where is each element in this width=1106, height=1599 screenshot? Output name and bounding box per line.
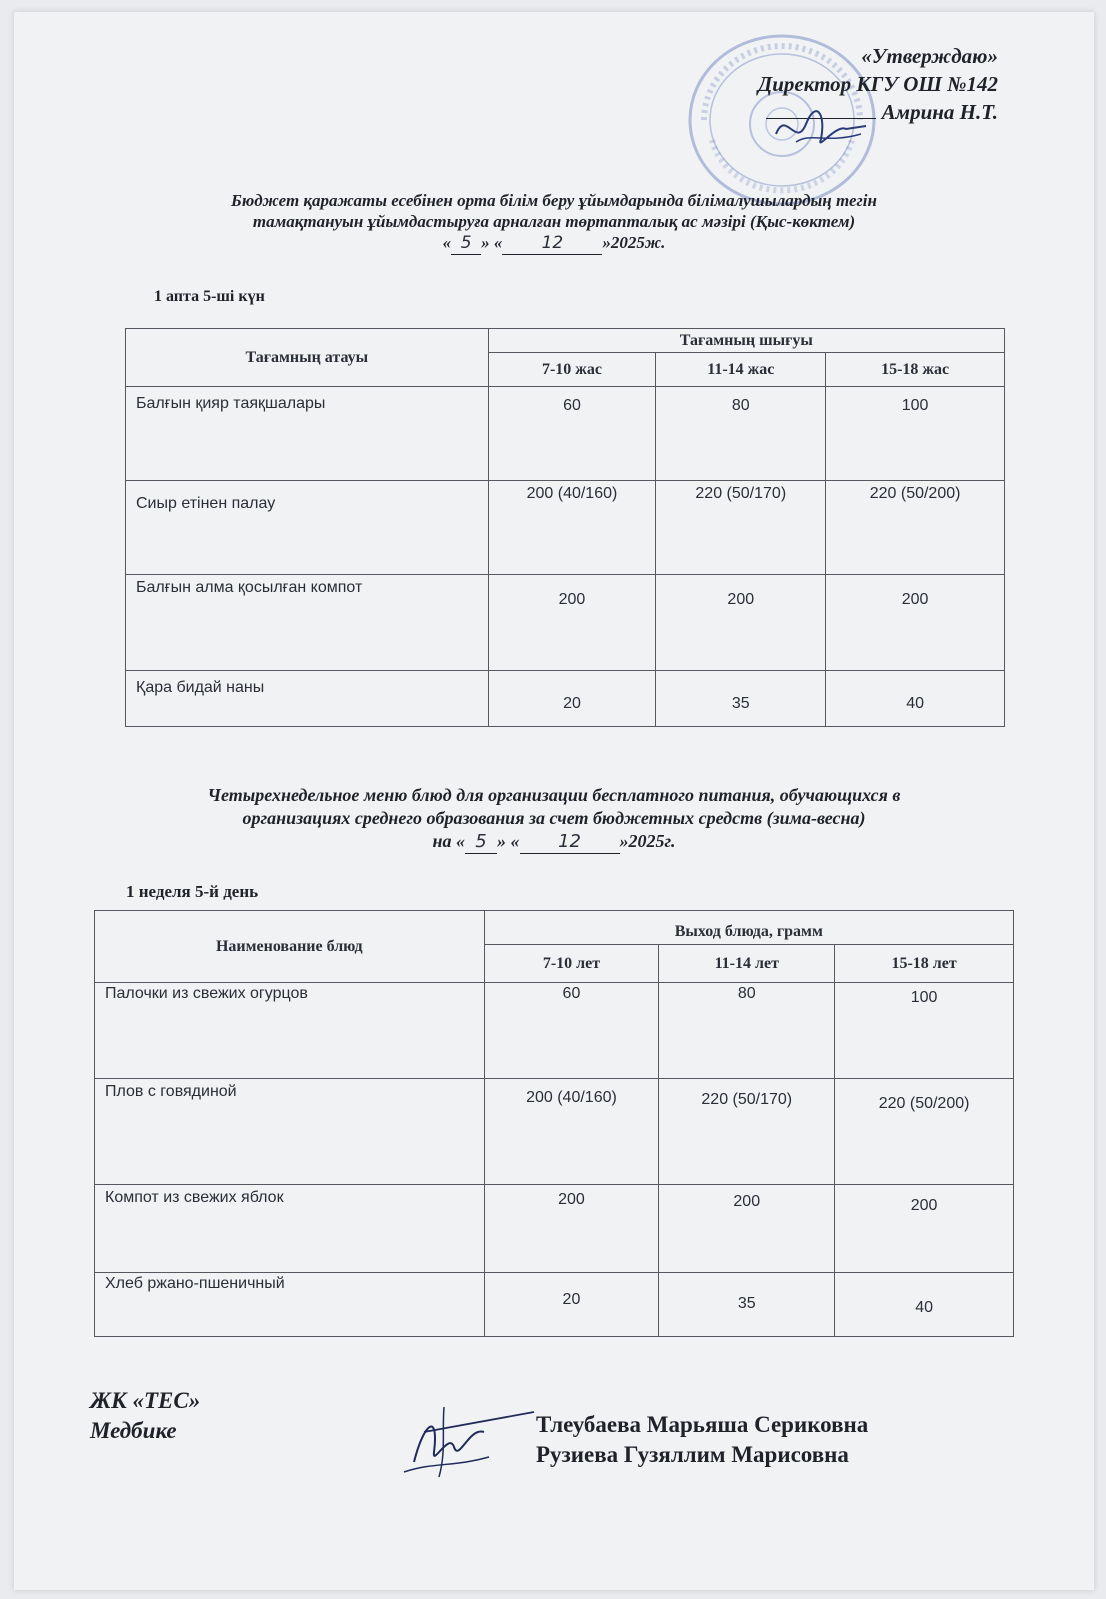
dish-value: 200 — [488, 575, 656, 671]
kk-day-label: 1 апта 5-ші күн — [154, 288, 265, 305]
dish-name: Қара бидай наны — [126, 671, 489, 727]
ru-title — [14, 784, 1094, 854]
dish-value: 220 (50/170) — [659, 1079, 835, 1185]
ru-date: на « 5 » « 12 »2025г. — [432, 831, 676, 852]
ru-date-prefix: на « — [432, 831, 466, 851]
ru-header-yield: Выход блюда, грамм — [484, 911, 1013, 945]
ru-age-col: 15-18 лет — [835, 945, 1014, 983]
footer-org-block — [90, 1386, 200, 1446]
kk-date-month: 12 — [502, 233, 602, 255]
dish-value: 200 — [826, 575, 1005, 671]
ru-title-line1: Четырехнедельное меню блюд для организации бесплатного питания, обучающихся в — [207, 785, 901, 805]
dish-value: 100 — [835, 983, 1014, 1079]
footer-role: Медбике — [90, 1418, 177, 1443]
dish-value: 20 — [488, 671, 656, 727]
kk-date-year: »2025ж. — [602, 233, 666, 252]
dish-name: Хлеб ржано-пшеничный — [95, 1273, 485, 1337]
dish-name: Балғын қияр таяқшалары — [126, 387, 489, 481]
footer-org: ЖК «ТЕС» — [90, 1388, 201, 1413]
kk-title-line1: Бюджет қаражаты есебінен орта білім беру ұйымдарында білімалушылардың тегін — [231, 191, 877, 210]
table-row — [95, 1079, 1014, 1185]
dish-value: 200 — [656, 575, 826, 671]
ru-date-month: 12 — [520, 830, 620, 854]
ru-age-col: 11-14 лет — [659, 945, 835, 983]
table-row — [126, 481, 1005, 575]
ru-title-line2: организациях среднего образования за счет бюджетных средств (зима-весна) — [242, 808, 866, 828]
dish-value: 200 — [484, 1185, 659, 1273]
table-row — [95, 1273, 1014, 1337]
dish-value: 20 — [484, 1273, 659, 1337]
director-name: Амрина Н.Т. — [881, 100, 998, 124]
table-row — [95, 983, 1014, 1079]
dish-value: 80 — [656, 387, 826, 481]
dish-value: 60 — [484, 983, 659, 1079]
dish-value: 100 — [826, 387, 1005, 481]
approval-title: «Утверждаю» — [861, 44, 998, 68]
dish-value: 35 — [656, 671, 826, 727]
table-row — [126, 575, 1005, 671]
dish-value: 40 — [835, 1273, 1014, 1337]
approval-position: Директор КГУ ОШ №142 — [757, 72, 998, 96]
dish-value: 220 (50/200) — [826, 481, 1005, 575]
kk-menu-table — [125, 328, 1005, 727]
table-row — [95, 1185, 1014, 1273]
ru-age-col: 7-10 лет — [484, 945, 659, 983]
ru-menu-table — [94, 910, 1014, 1337]
dish-value: 60 — [488, 387, 656, 481]
dish-name: Плов с говядиной — [95, 1079, 485, 1185]
dish-name: Балғын алма қосылған компот — [126, 575, 489, 671]
kk-age-col: 7-10 жас — [488, 353, 656, 387]
director-signature-icon — [766, 104, 876, 154]
ru-date-year: »2025г. — [619, 831, 676, 851]
dish-value: 220 (50/170) — [656, 481, 826, 575]
dish-value: 40 — [826, 671, 1005, 727]
dish-value: 35 — [659, 1273, 835, 1337]
kk-header-yield: Тағамның шығуы — [488, 329, 1004, 353]
kk-date: « 5 » « 12 »2025ж. — [442, 233, 666, 253]
ru-day-label: 1 неделя 5-й день — [126, 882, 259, 901]
dish-value: 200 (40/160) — [484, 1079, 659, 1185]
dish-value: 200 — [659, 1185, 835, 1273]
dish-name: Компот из свежих яблок — [95, 1185, 485, 1273]
kk-header-name: Тағамның атауы — [126, 329, 489, 387]
nurse-signature-icon — [394, 1392, 544, 1482]
kk-age-col: 15-18 жас — [826, 353, 1005, 387]
kk-title-line2: тамақтануын ұйымдастыруға арналған төртапталық ас мәзірі (Қыс-көктем) — [252, 212, 856, 231]
dish-name: Палочки из свежих огурцов — [95, 983, 485, 1079]
dish-value: 220 (50/200) — [835, 1079, 1014, 1185]
dish-value: 200 (40/160) — [488, 481, 656, 575]
kk-title — [14, 190, 1094, 255]
kk-date-day: 5 — [451, 233, 481, 255]
ru-date-day: 5 — [465, 830, 497, 854]
dish-name: Сиыр етінен палау — [126, 481, 489, 575]
kk-age-col: 11-14 жас — [656, 353, 826, 387]
dish-value: 80 — [659, 983, 835, 1079]
person-name: Рузиева Гузяллим Марисовна — [536, 1442, 849, 1467]
table-row — [126, 387, 1005, 481]
ru-header-name: Наименование блюд — [95, 911, 485, 983]
person-name: Тлеубаева Марьяша Сериковна — [536, 1412, 869, 1437]
footer-persons — [536, 1410, 868, 1470]
dish-value: 200 — [835, 1185, 1014, 1273]
document-page — [14, 12, 1094, 1590]
table-row — [126, 671, 1005, 727]
